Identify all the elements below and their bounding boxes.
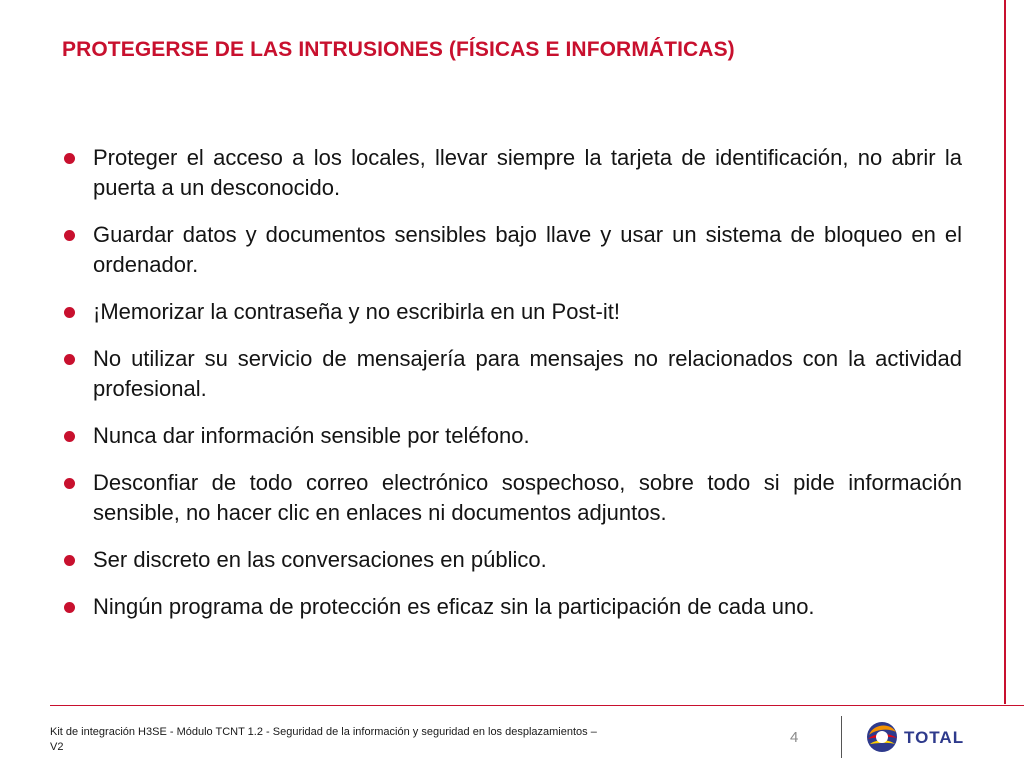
bullet-text: Ningún programa de protección es eficaz sin la participación de cada uno. (93, 594, 815, 619)
bullet-item (62, 143, 962, 203)
total-logo-text: TOTAL (904, 728, 965, 747)
bullet-dot-icon (64, 230, 75, 241)
footer-separator (841, 716, 842, 758)
bullet-text: Nunca dar información sensible por teléfono. (93, 423, 530, 448)
bullet-text: ¡Memorizar la contraseña y no escribirla en un Post-it! (93, 299, 620, 324)
right-accent-rule (1004, 0, 1006, 704)
bullet-item (62, 421, 962, 451)
bullet-item (62, 220, 962, 280)
page-number: 4 (790, 729, 799, 746)
bullet-dot-icon (64, 431, 75, 442)
bullet-item (62, 592, 962, 622)
bullet-item (62, 344, 962, 404)
footer-divider (50, 705, 1024, 706)
bullet-list (62, 143, 962, 639)
bullet-text: Guardar datos y documentos sensibles bajo llave y usar un sistema de bloqueo en el ordenador. (93, 222, 962, 277)
bullet-dot-icon (64, 307, 75, 318)
bullet-dot-icon (64, 354, 75, 365)
bullet-text: Desconfiar de todo correo electrónico sospechoso, sobre todo si pide información sensible, no hacer clic en enlaces ni documentos adjuntos. (93, 470, 962, 525)
bullet-text: Ser discreto en las conversaciones en público. (93, 547, 547, 572)
total-logo (864, 719, 974, 755)
total-logo-icon (864, 719, 900, 755)
bullet-dot-icon (64, 555, 75, 566)
bullet-item (62, 545, 962, 575)
footer-text: Kit de integración H3SE - Módulo TCNT 1.2 - Seguridad de la información y seguridad en los desplazamientos – V2 (50, 726, 597, 753)
slide-title: PROTEGERSE DE LAS INTRUSIONES (FÍSICAS E INFORMÁTICAS) (62, 38, 735, 61)
bullet-item (62, 468, 962, 528)
bullet-dot-icon (64, 602, 75, 613)
bullet-dot-icon (64, 153, 75, 164)
bullet-dot-icon (64, 478, 75, 489)
bullet-text: Proteger el acceso a los locales, llevar siempre la tarjeta de identificación, no abrir la puerta a un desconocido. (93, 145, 962, 200)
bullet-item (62, 297, 962, 327)
bullet-text: No utilizar su servicio de mensajería para mensajes no relacionados con la actividad profesional. (93, 346, 962, 401)
